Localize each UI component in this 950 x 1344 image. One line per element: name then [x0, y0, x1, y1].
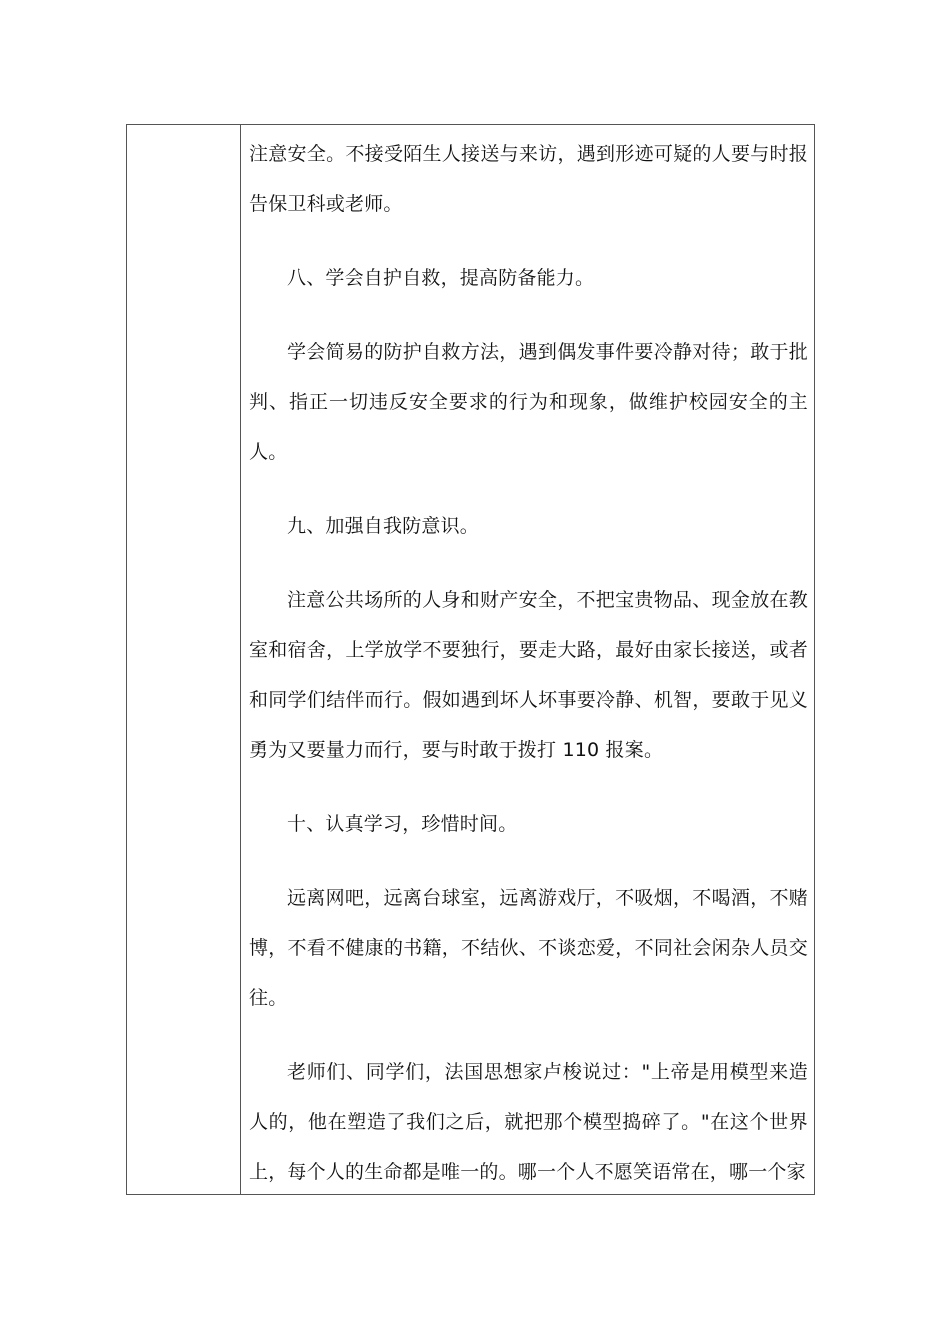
paragraph-self-protection: 注意公共场所的人身和财产安全，不把宝贵物品、现金放在教室和宿舍，上学放学不要独行，要走大路，最好由家长接送，或者和同学们结伴而行。假如遇到坏人坏事要冷静、机智，要敢于见义勇为又要量力而行，要与时敢于拨打 110 报案。: [249, 589, 808, 761]
paragraph-continuation: 注意安全。不接受陌生人接送与来访，遇到形迹可疑的人要与时报告保卫科或老师。: [249, 143, 808, 215]
heading-section-10: 十、认真学习，珍惜时间。: [287, 813, 518, 835]
paragraph-self-rescue: 学会简易的防护自救方法，遇到偶发事件要冷静对待；敢于批判、指正一切违反安全要求的行为和现象，做维护校园安全的主人。: [249, 341, 808, 463]
paragraph-study: 远离网吧，远离台球室，远离游戏厅，不吸烟，不喝酒，不赌博，不看不健康的书籍，不结伙、不谈恋爱，不同社会闲杂人员交往。: [249, 887, 808, 1009]
heading-section-8: 八、学会自护自救，提高防备能力。: [287, 267, 595, 289]
table-content-cell: [241, 125, 814, 1194]
document-table: [126, 124, 815, 1195]
paragraph-closing-quote: 老师们、同学们，法国思想家卢梭说过："上帝是用模型来造人的，他在塑造了我们之后，就把那个模型捣碎了。"在这个世界上，每个人的生命都是唯一的。哪一个人不愿笑语常在，哪一个家: [249, 1061, 808, 1183]
table-left-cell: [127, 125, 241, 1194]
heading-section-9: 九、加强自我防意识。: [287, 515, 480, 537]
